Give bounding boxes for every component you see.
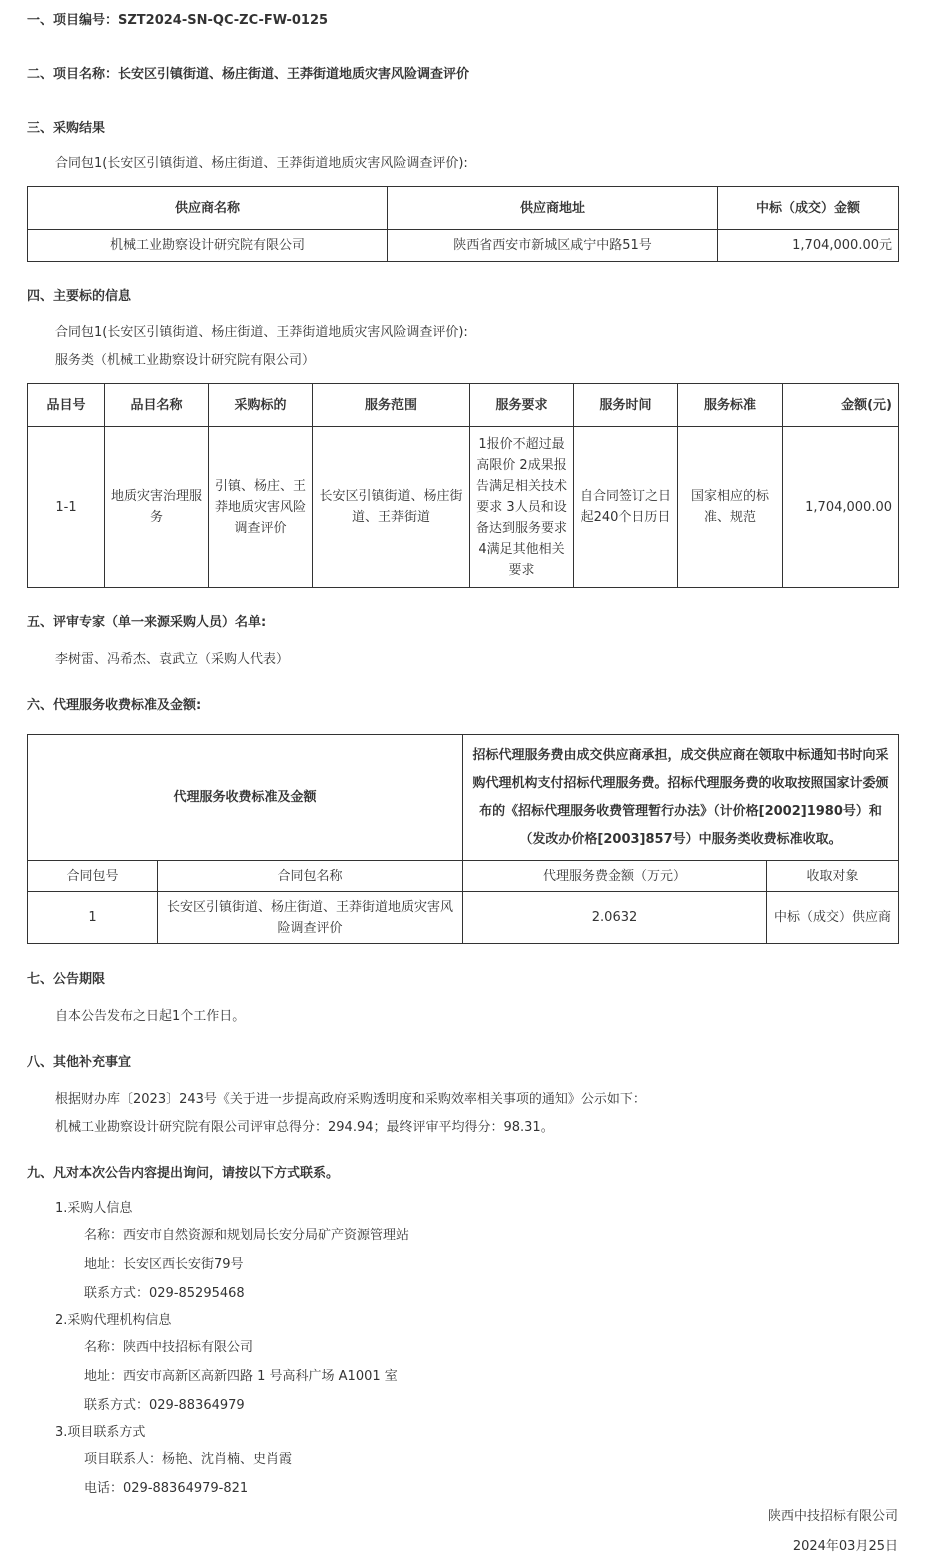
col-supplier-address: 供应商地址: [388, 187, 718, 230]
fee-standard-label: 代理服务收费标准及金额: [28, 735, 463, 861]
cell-item-name: 地质灾害治理服务: [105, 427, 209, 588]
table-row: [28, 892, 899, 944]
footer-date: 2024年03月25日: [792, 1539, 898, 1554]
agency-fee-table: [27, 734, 899, 944]
footer-company: 陕西中技招标有限公司: [767, 1509, 898, 1524]
agent-phone: 联系方式：029-88364979: [84, 1398, 245, 1413]
section-title-other-matters: 八、其他补充事宜: [27, 1055, 132, 1070]
items-package-label: 合同包1(长安区引镇街道、杨庄街道、王莽街道地质灾害风险调查评价):: [55, 325, 468, 340]
col-package-no: 合同包号: [28, 861, 158, 892]
col-service-time: 服务时间: [574, 384, 678, 427]
table-header-row: [28, 384, 899, 427]
cell-service-requirement: 1报价不超过最高限价 2成果报告满足相关技术要求 3人员和设备达到服务要求 4满足其他相关要求: [470, 427, 574, 588]
col-service-standard: 服务标准: [678, 384, 783, 427]
cell-fee-amount: 2.0632: [463, 892, 767, 944]
cell-procurement-subject: 引镇、杨庄、王莽地质灾害风险调查评价: [209, 427, 313, 588]
experts-list: 李树雷、冯希杰、袁武立（采购人代表）: [55, 652, 290, 667]
project-name-label: 二、项目名称：: [27, 67, 119, 82]
cell-supplier-address: 陕西省西安市新城区咸宁中路51号: [388, 230, 718, 262]
table-header-row: [28, 861, 899, 892]
cell-service-standard: 国家相应的标准、规范: [678, 427, 783, 588]
col-package-name: 合同包名称: [158, 861, 463, 892]
project-number-line: [27, 9, 328, 28]
section-title-notice-period: 七、公告期限: [27, 972, 106, 987]
cell-amount: 1,704,000.00: [783, 427, 899, 588]
other-matters-line1: 根据财办库〔2023〕243号《关于进一步提高政府采购透明度和采购效率相关事项的通知》公示如下：: [55, 1092, 646, 1107]
cell-award-amount: 1,704,000.00元: [718, 230, 899, 262]
items-category-label: 服务类（机械工业勘察设计研究院有限公司）: [55, 353, 316, 368]
section-title-agency-fee: 六、代理服务收费标准及金额:: [27, 698, 202, 713]
buyer-phone: 联系方式：029-85295468: [84, 1286, 245, 1301]
fee-desc-row: [28, 735, 899, 861]
project-contact-persons: 项目联系人：杨艳、沈肖楠、史肖霞: [84, 1452, 293, 1467]
agent-address: 地址：西安市高新区高新四路 1 号高科广场 A1001 室: [84, 1369, 398, 1384]
cell-supplier-name: 机械工业勘察设计研究院有限公司: [28, 230, 388, 262]
col-fee-amount: 代理服务费金额（万元）: [463, 861, 767, 892]
agent-info-title: 2.采购代理机构信息: [55, 1313, 172, 1328]
project-contact-title: 3.项目联系方式: [55, 1425, 146, 1440]
table-row: [28, 230, 899, 262]
project-name-value: 长安区引镇街道、杨庄街道、王莽街道地质灾害风险调查评价: [118, 67, 470, 82]
cell-package-name: 长安区引镇街道、杨庄街道、王莽街道地质灾害风险调查评价: [158, 892, 463, 944]
result-table: [27, 186, 899, 262]
buyer-info-title: 1.采购人信息: [55, 1201, 133, 1216]
notice-period-text: 自本公告发布之日起1个工作日。: [55, 1009, 246, 1024]
col-amount: 金额(元): [783, 384, 899, 427]
section-title-experts: 五、评审专家（单一来源采购人员）名单:: [27, 615, 267, 630]
cell-service-scope: 长安区引镇街道、杨庄街道、王莽街道: [313, 427, 470, 588]
cell-fee-payer: 中标（成交）供应商: [767, 892, 899, 944]
col-service-requirement: 服务要求: [470, 384, 574, 427]
agent-name: 名称：陕西中技招标有限公司: [84, 1340, 254, 1355]
project-number-value: SZT2024-SN-QC-ZC-FW-0125: [118, 13, 329, 28]
col-award-amount: 中标（成交）金额: [718, 187, 899, 230]
table-header-row: [28, 187, 899, 230]
cell-item-no: 1-1: [28, 427, 105, 588]
section-title-main-items: 四、主要标的信息: [27, 289, 132, 304]
result-package-label: 合同包1(长安区引镇街道、杨庄街道、王莽街道地质灾害风险调查评价):: [55, 156, 468, 171]
project-contact-phone: 电话：029-88364979-821: [84, 1481, 249, 1496]
project-name-line: [27, 63, 469, 82]
col-item-name: 品目名称: [105, 384, 209, 427]
buyer-address: 地址：长安区西长安街79号: [84, 1257, 244, 1272]
col-service-scope: 服务范围: [313, 384, 470, 427]
project-number-label: 一、项目编号：: [27, 13, 119, 28]
buyer-name: 名称：西安市自然资源和规划局长安分局矿产资源管理站: [84, 1228, 410, 1243]
table-row: [28, 427, 899, 588]
cell-service-time: 自合同签订之日起240个日历日: [574, 427, 678, 588]
cell-package-no: 1: [28, 892, 158, 944]
col-fee-payer: 收取对象: [767, 861, 899, 892]
col-supplier-name: 供应商名称: [28, 187, 388, 230]
col-procurement-subject: 采购标的: [209, 384, 313, 427]
other-matters-line2: 机械工业勘察设计研究院有限公司评审总得分：294.94；最终评审平均得分：98.31。: [55, 1120, 554, 1135]
section-title-result: 三、采购结果: [27, 121, 106, 136]
items-table: [27, 383, 899, 588]
col-item-no: 品目号: [28, 384, 105, 427]
section-title-contact: 九、凡对本次公告内容提出询问，请按以下方式联系。: [27, 1166, 340, 1181]
fee-standard-desc: 招标代理服务费由成交供应商承担，成交供应商在领取中标通知书时向采购代理机构支付招标代理服务费。招标代理服务费的收取按照国家计委颁布的《招标代理服务收费管理暂行办法》（计价格[2002]1980号）和（发改办价格[2003]857号）中服务类收费标准收取。: [463, 735, 899, 861]
